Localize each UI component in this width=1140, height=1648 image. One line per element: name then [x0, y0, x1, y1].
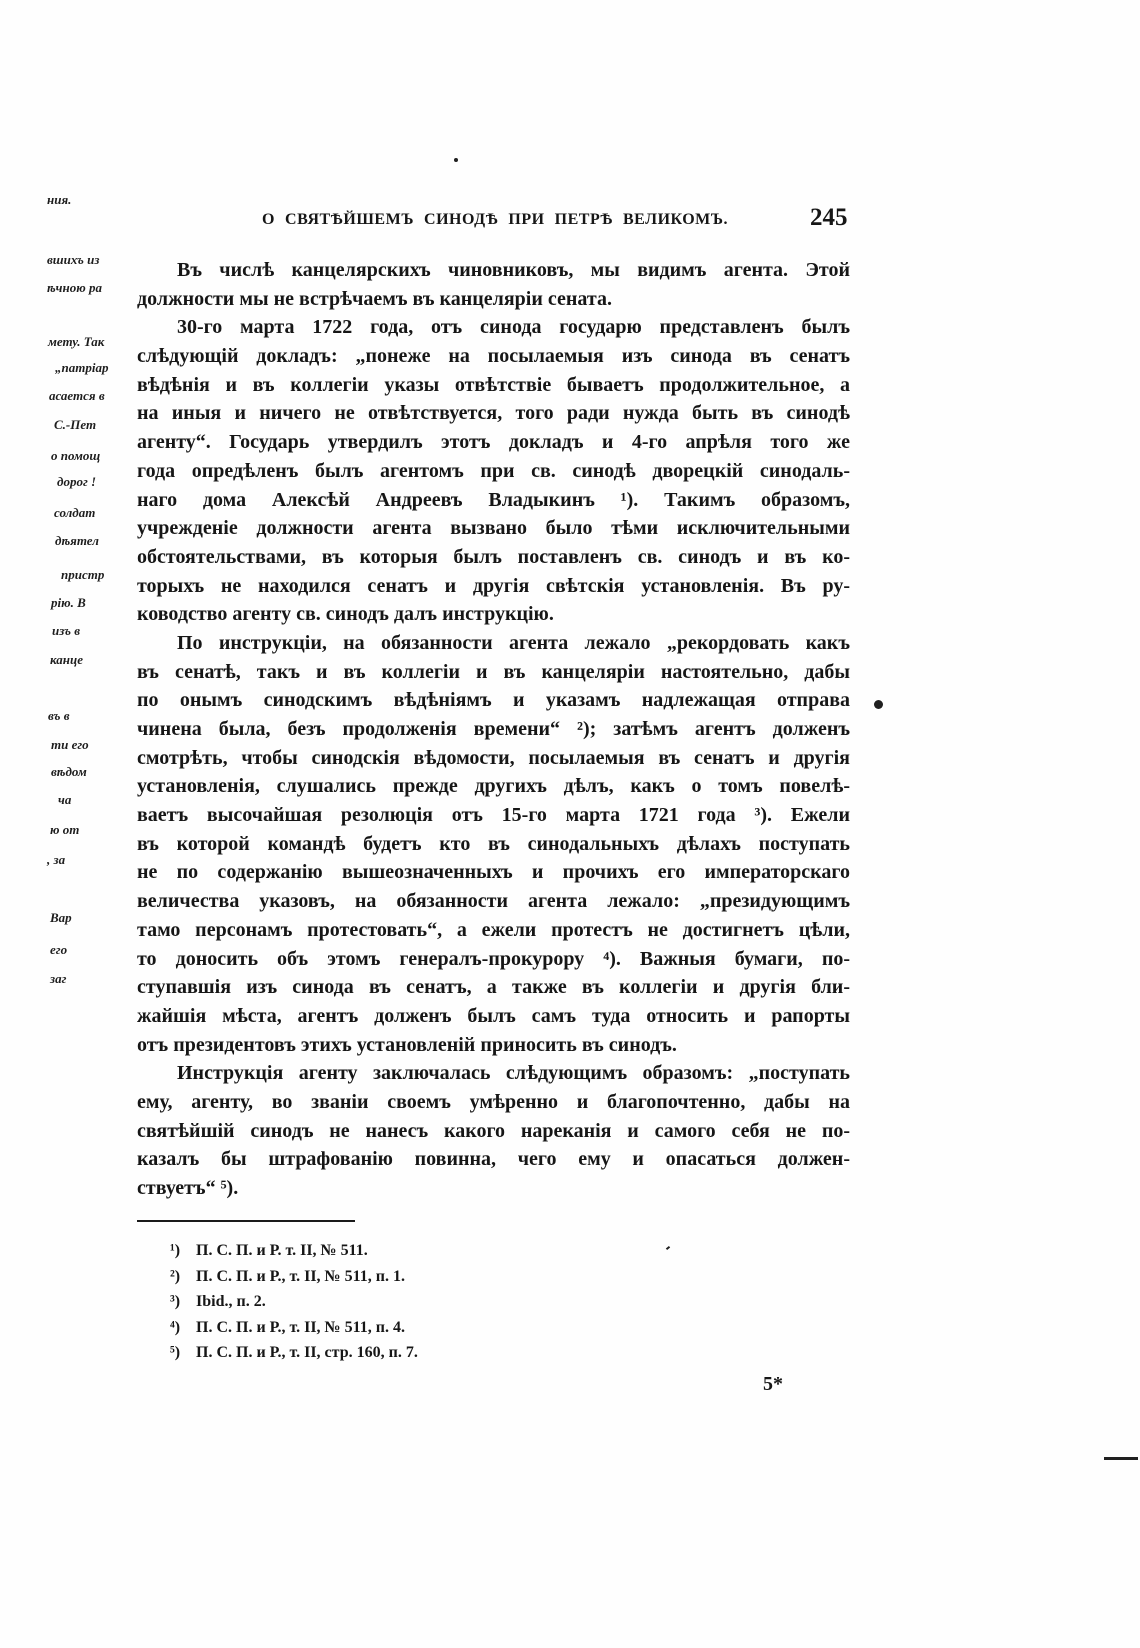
footnotes — [170, 1238, 418, 1366]
footnote-text: П. С. П. и Р., т. II, № 511, п. 1. — [196, 1267, 405, 1285]
text-line: не по содержанію вышеозначенныхъ и прочихъ его императорскаго — [137, 861, 850, 884]
footnote-text: П. С. П. и Р., т. II, стр. 160, п. 7. — [196, 1344, 418, 1361]
text-line: установленія, слушались прежде другихъ дѣлъ, какъ о томъ повелѣ- — [137, 775, 850, 798]
text-line: смотрѣть, чтобы синодскія вѣдомости, посылаемыя въ сенатъ и другія — [137, 746, 850, 769]
text-line: ему, агенту, во званіи своемъ умѣренно и благопочтенно, дабы на — [137, 1090, 850, 1113]
margin-fragment: его — [50, 942, 68, 957]
text-line: ваетъ высочайшая резолюція отъ 15-го марта 1721 года ³). Ежели — [137, 804, 850, 827]
margin-fragment: въ в — [48, 708, 70, 723]
scan-dash-mark — [1104, 1457, 1138, 1460]
text-line: наго дома Алексѣй Андреевъ Владыкинъ ¹). Такимъ образомъ, — [137, 488, 850, 511]
margin-fragment: мету. Так — [48, 334, 105, 349]
margin-fragment: рію. В — [51, 595, 86, 610]
text-line: агенту“. Государь утвердилъ этотъ докладъ и 4-го апрѣля того же — [137, 431, 850, 454]
margin-fragment: вѣдом — [51, 764, 87, 779]
text-line: 30-го марта 1722 года, отъ синода государю представленъ былъ — [177, 316, 850, 339]
margin-fragment: ѣчною ра — [47, 280, 102, 295]
text-line: жайшія мѣста, агентъ долженъ былъ самъ туда относить и рапорты — [137, 1004, 850, 1027]
margin-fragment: дѣятел — [55, 533, 99, 548]
margin-fragment: ния. — [47, 192, 72, 207]
margin-fragment: вшихъ из — [47, 252, 100, 267]
text-line: святѣйшій синодъ не нанесъ какого нареканія и самого себя не по- — [137, 1119, 850, 1142]
footnote-text: Ibid., п. 2. — [196, 1293, 266, 1310]
footnote-marker: ⁵) — [170, 1344, 181, 1361]
text-line: по онымъ синодскимъ вѣдѣніямъ и указамъ надлежащая отправа — [137, 689, 850, 712]
footnote-text: П. С. П. и Р., т. II, № 511, п. 4. — [196, 1318, 405, 1336]
margin-fragment: „патріар — [55, 360, 109, 375]
margin-fragment: ча — [58, 792, 72, 807]
text-line: отъ президентовъ этихъ установленій приносить въ синодъ. — [137, 1033, 677, 1056]
text-line: величества указовъ, на обязанности агента лежало: „президующимъ — [137, 890, 850, 913]
text-line: казалъ бы штрафованію повинна, чего ему и опасаться должен- — [137, 1148, 850, 1171]
text-line: чинена была, безъ продолженія времени“ ²); затѣмъ агентъ долженъ — [137, 718, 850, 740]
footnote — [170, 1315, 418, 1341]
footnote-text: П. С. П. и Р. т. II, № 511. — [196, 1242, 368, 1259]
signature-mark: 5* — [763, 1373, 783, 1395]
margin-fragment: заг — [50, 971, 67, 986]
text-line: ствуетъ“ ⁵). — [137, 1177, 239, 1199]
text-line: то доносить объ этомъ генералъ-прокурору ⁴). Важныя бумаги, по- — [137, 947, 850, 970]
footnote — [170, 1264, 418, 1290]
body-text — [137, 256, 850, 1203]
running-title: О СВЯТѢЙШЕМЪ СИНОДѢ ПРИ ПЕТРѢ ВЕЛИКОМЪ. — [262, 211, 728, 228]
text-line: Инструкція агенту заключалась слѣдующимъ образомъ: „поступать — [177, 1062, 850, 1085]
margin-fragment: асается в — [49, 388, 105, 403]
text-line: въ сенатѣ, такъ и въ коллегіи и въ канцеляріи настоятельно, дабы — [137, 660, 850, 683]
text-line: вѣдѣнія и въ коллегіи указы отвѣтствіе бываетъ продолжительное, а — [137, 373, 850, 396]
text-line: года опредѣленъ былъ агентомъ при св. синодѣ дворецкій синодаль- — [137, 459, 850, 482]
margin-fragment: изъ в — [52, 623, 81, 638]
text-line: ступавшія изъ синода въ сенатъ, а также въ коллегіи и другія бли- — [137, 976, 850, 999]
footnote — [170, 1289, 418, 1315]
footnote-marker: ²) — [170, 1267, 181, 1285]
margin-fragment: ю от — [50, 822, 80, 837]
margin-fragment: канце — [50, 652, 83, 667]
margin-fragment: дорог ! — [57, 474, 97, 489]
text-line: учрежденіе должности агента вызвано было тѣми исключительными — [137, 517, 850, 540]
margin-fragment: , за — [47, 852, 66, 867]
scan-speck-top — [454, 158, 458, 162]
footnote-rule — [137, 1220, 355, 1222]
margin-fragment: солдат — [54, 505, 96, 520]
text-line: должности мы не встрѣчаемъ въ канцеляріи сената. — [137, 287, 612, 310]
footnote — [170, 1238, 418, 1264]
margin-fragment: ти его — [51, 737, 89, 752]
margin-fragment: Вар — [50, 910, 72, 925]
margin-fragment: С.-Пет — [54, 417, 97, 432]
footnote-marker: ³) — [170, 1293, 181, 1310]
text-line: ководство агенту св. синодъ далъ инструкцію. — [137, 603, 554, 626]
text-line: слѣдующій докладъ: „понеже на посылаемыя изъ синода въ сенатъ — [137, 345, 850, 368]
scan-tick-mark — [666, 1246, 670, 1250]
margin-fragment: пристр — [61, 567, 105, 582]
text-line: Въ числѣ канцелярскихъ чиновниковъ, мы видимъ агента. Этой — [177, 259, 850, 281]
text-line: въ которой командѣ будетъ кто въ синодальныхъ дѣлахъ поступать — [137, 832, 850, 855]
text-line: торыхъ не находился сенатъ и другія свѣтскія установленія. Въ ру- — [137, 574, 850, 597]
text-line: По инструкціи, на обязанности агента лежало „рекордовать какъ — [177, 631, 850, 654]
text-line: тамо персонамъ протестовать“, а ежели протестъ не достигнетъ цѣли, — [137, 918, 850, 941]
footnote-marker: ¹) — [170, 1242, 181, 1259]
page-number: 245 — [810, 204, 848, 231]
footnote-marker: ⁴) — [170, 1318, 181, 1336]
scan-speck-right — [874, 700, 883, 709]
margin-fragment: о помощ — [51, 448, 101, 463]
text-line: обстоятельствами, въ которыя былъ поставленъ св. синодъ и въ ко- — [137, 545, 850, 568]
text-line: на иныя и ничего не отвѣтствуется, того ради нужда быть въ синодѣ — [137, 402, 850, 425]
footnote — [170, 1340, 418, 1366]
